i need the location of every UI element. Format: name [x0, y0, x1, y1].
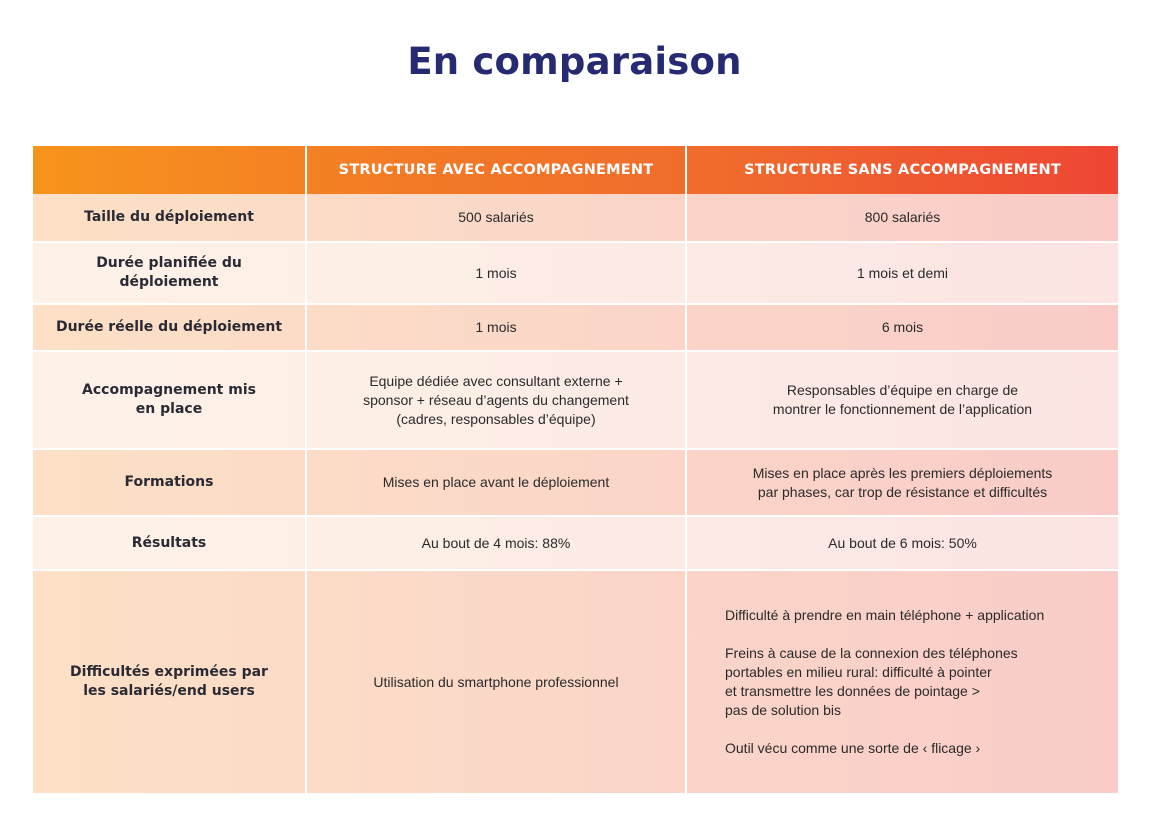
cell-text-line: Mises en place après les premiers déploiements [752, 464, 1053, 481]
row-label-line: Durée planifiée du [96, 255, 242, 271]
cell-text-line: Au bout de 6 mois: 50% [828, 534, 977, 551]
cell-text-line: Difficulté à prendre en main téléphone + application [725, 607, 1045, 623]
header-empty-cell [33, 146, 305, 194]
difficulty-paragraph [725, 644, 1044, 720]
cell-avec-accompagnement [305, 305, 685, 350]
row-label-line: Difficultés exprimées par [70, 664, 268, 680]
cell-text-line: 1 mois et demi [856, 264, 949, 281]
table-header [33, 146, 1118, 194]
cell-text-line: portables en milieu rural: difficulté à pointer [725, 664, 992, 680]
row-label-line: Durée réelle du déploiement [55, 319, 283, 335]
cell-text-line: Utilisation du smartphone professionnel [373, 673, 619, 690]
cell-sans-accompagnement [685, 517, 1118, 569]
cell-text-line: sponsor + réseau d’agents du changement [363, 391, 629, 408]
cell-text-line: 1 mois [475, 264, 517, 281]
paragraph-gap [725, 720, 1044, 739]
cell-avec-accompagnement [305, 194, 685, 241]
row-label [33, 450, 305, 515]
cell-text-line: Au bout de 4 mois: 88% [421, 534, 571, 551]
row-label [33, 517, 305, 569]
cell-text-line: Outil vécu comme une sorte de ‹ flicage › [725, 740, 981, 756]
row-label-line: Formations [124, 474, 214, 490]
table-row [33, 194, 1118, 241]
row-label-line: Accompagnement mis [82, 382, 256, 398]
cell-sans-accompagnement [685, 243, 1118, 303]
cell-sans-accompagnement [685, 194, 1118, 241]
cell-avec-accompagnement [305, 352, 685, 448]
cell-text-line: 6 mois [881, 319, 924, 335]
cell-avec-accompagnement [305, 517, 685, 569]
row-label [33, 305, 305, 350]
table-row [33, 450, 1118, 515]
row-label [33, 243, 305, 303]
cell-avec-accompagnement [305, 243, 685, 303]
cell-text-line: (cadres, responsables d’équipe) [396, 410, 596, 427]
cell-text-line: Responsables d’équipe en charge de [786, 382, 1019, 398]
cell-text-line: Equipe dédiée avec consultant externe + [369, 372, 623, 389]
row-label-line: en place [135, 401, 203, 417]
row-label [33, 194, 305, 241]
table-row [33, 243, 1118, 303]
paragraph-gap [725, 625, 1044, 644]
row-label [33, 571, 305, 793]
row-label-line: les salariés/end users [83, 683, 255, 699]
row-label-line: Taille du déploiement [84, 209, 254, 225]
cell-text-line: Freins à cause de la connexion des téléphones [725, 645, 1018, 661]
table-row [33, 571, 1118, 793]
header-sans-accompagnement: STRUCTURE SANS ACCOMPAGNEMENT [685, 146, 1118, 194]
cell-sans-accompagnement [685, 305, 1118, 350]
difficulty-paragraph [725, 739, 1044, 758]
table-row [33, 517, 1118, 569]
cell-text-line: 1 mois [475, 319, 517, 335]
cell-text-line: 800 salariés [864, 209, 941, 225]
cell-text-line: pas de solution bis [725, 702, 841, 718]
cell-text-line: montrer le fonctionnement de l’application [772, 401, 1033, 417]
cell-text-line: par phases, car trop de résistance et difficultés [757, 483, 1048, 500]
table-row [33, 352, 1118, 448]
cell-text-line: et transmettre les données de pointage > [725, 683, 980, 699]
cell-sans-accompagnement [685, 571, 1118, 793]
row-label-line: Résultats [131, 534, 207, 551]
row-label [33, 352, 305, 448]
difficulty-paragraph [725, 606, 1044, 625]
cell-text-line: Mises en place avant le déploiement [382, 474, 610, 490]
cell-sans-accompagnement [685, 450, 1118, 515]
table-row [33, 305, 1118, 350]
cell-sans-accompagnement [685, 352, 1118, 448]
page-title: En comparaison [407, 40, 742, 83]
cell-avec-accompagnement [305, 571, 685, 793]
cell-text-line: 500 salariés [458, 209, 534, 225]
row-label-line: déploiement [119, 274, 219, 290]
cell-avec-accompagnement [305, 450, 685, 515]
header-avec-accompagnement: STRUCTURE AVEC ACCOMPAGNEMENT [305, 146, 685, 194]
comparison-table [33, 146, 1118, 793]
